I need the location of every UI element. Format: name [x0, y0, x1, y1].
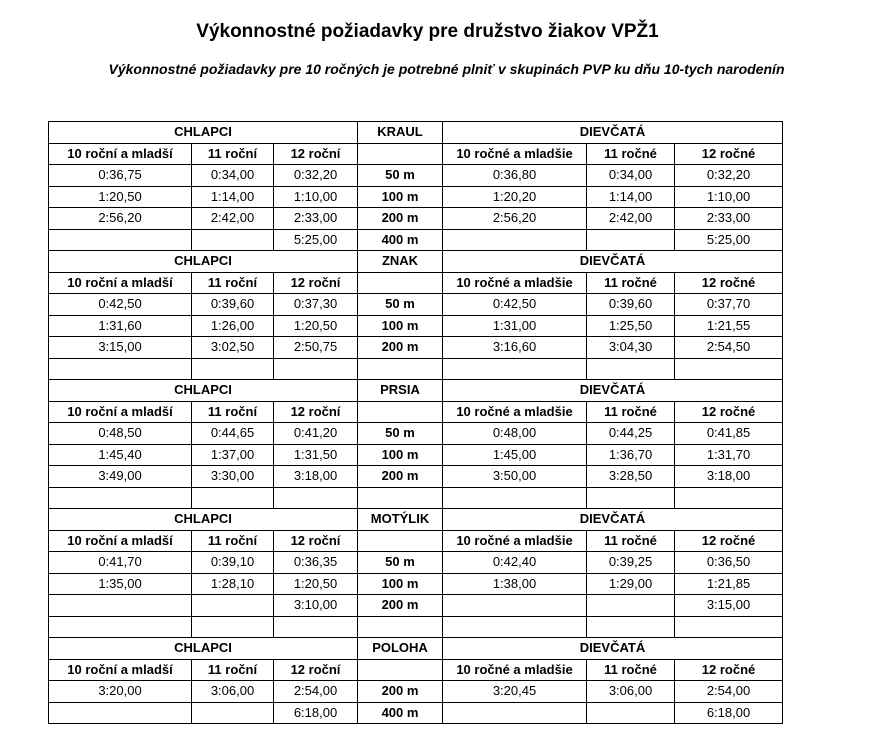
- boys-age-column-header: 12 roční: [274, 659, 358, 681]
- girls-time-cell: 0:39,25: [587, 552, 675, 574]
- boys-time-cell: 0:36,35: [274, 552, 358, 574]
- distance-cell: 400 m: [358, 229, 443, 251]
- girls-time-cell: [443, 702, 587, 724]
- boys-heading: CHLAPCI: [49, 380, 358, 402]
- distance-cell: 200 m: [358, 681, 443, 703]
- table-row: [49, 595, 783, 617]
- boys-time-cell: 6:18,00: [274, 702, 358, 724]
- boys-time-cell: 0:41,70: [49, 552, 192, 574]
- girls-time-cell: 3:20,45: [443, 681, 587, 703]
- boys-age-column-header: 11 roční: [192, 659, 274, 681]
- boys-time-cell: [49, 595, 192, 617]
- table-row: [49, 466, 783, 488]
- table-row: [49, 616, 783, 638]
- boys-time-cell: 3:06,00: [192, 681, 274, 703]
- boys-time-cell: 3:02,50: [192, 337, 274, 359]
- boys-time-cell: [49, 487, 192, 509]
- girls-age-column-header: 11 ročné: [587, 143, 675, 165]
- girls-time-cell: [675, 616, 783, 638]
- distance-cell: 200 m: [358, 466, 443, 488]
- boys-heading: CHLAPCI: [49, 251, 358, 273]
- girls-time-cell: 1:14,00: [587, 186, 675, 208]
- boys-time-cell: 2:54,00: [274, 681, 358, 703]
- boys-time-cell: 0:39,60: [192, 294, 274, 316]
- girls-time-cell: 0:37,70: [675, 294, 783, 316]
- boys-age-column-header: 10 roční a mladší: [49, 143, 192, 165]
- boys-heading: CHLAPCI: [49, 509, 358, 531]
- boys-time-cell: [49, 616, 192, 638]
- table-row: [49, 702, 783, 724]
- distance-cell: 200 m: [358, 595, 443, 617]
- girls-time-cell: 2:54,00: [675, 681, 783, 703]
- table-row: [49, 186, 783, 208]
- table-row: [49, 165, 783, 187]
- page-title: Výkonnostné požiadavky pre družstvo žiakov VPŽ1: [196, 21, 659, 42]
- girls-time-cell: 1:29,00: [587, 573, 675, 595]
- column-header-row: [49, 272, 783, 294]
- boys-time-cell: [274, 616, 358, 638]
- girls-time-cell: 0:42,40: [443, 552, 587, 574]
- girls-age-column-header: 11 ročné: [587, 659, 675, 681]
- boys-time-cell: 3:18,00: [274, 466, 358, 488]
- table-row: [49, 315, 783, 337]
- girls-age-column-header: 10 ročné a mladšie: [443, 272, 587, 294]
- boys-time-cell: [192, 595, 274, 617]
- boys-age-column-header: 10 roční a mladší: [49, 530, 192, 552]
- table-row: [49, 358, 783, 380]
- girls-age-column-header: 10 ročné a mladšie: [443, 401, 587, 423]
- boys-time-cell: [192, 616, 274, 638]
- girls-time-cell: 0:44,25: [587, 423, 675, 445]
- boys-age-column-header: 10 roční a mladší: [49, 659, 192, 681]
- boys-time-cell: 5:25,00: [274, 229, 358, 251]
- girls-time-cell: 1:25,50: [587, 315, 675, 337]
- boys-time-cell: 2:33,00: [274, 208, 358, 230]
- girls-time-cell: 1:21,85: [675, 573, 783, 595]
- girls-time-cell: [443, 229, 587, 251]
- column-header-row: [49, 530, 783, 552]
- boys-time-cell: [49, 702, 192, 724]
- girls-time-cell: [443, 487, 587, 509]
- table-row: [49, 552, 783, 574]
- girls-age-column-header: 12 ročné: [675, 530, 783, 552]
- girls-time-cell: 5:25,00: [675, 229, 783, 251]
- girls-time-cell: [675, 358, 783, 380]
- girls-time-cell: [587, 616, 675, 638]
- girls-time-cell: 1:20,20: [443, 186, 587, 208]
- girls-age-column-header: 12 ročné: [675, 659, 783, 681]
- table-row: [49, 444, 783, 466]
- boys-time-cell: 3:20,00: [49, 681, 192, 703]
- girls-time-cell: 2:42,00: [587, 208, 675, 230]
- boys-age-column-header: 12 roční: [274, 530, 358, 552]
- boys-time-cell: 1:28,10: [192, 573, 274, 595]
- boys-age-column-header: 12 roční: [274, 143, 358, 165]
- girls-time-cell: 3:04,30: [587, 337, 675, 359]
- distance-column-header: [358, 659, 443, 681]
- girls-time-cell: 3:16,60: [443, 337, 587, 359]
- girls-time-cell: 1:10,00: [675, 186, 783, 208]
- boys-age-column-header: 10 roční a mladší: [49, 401, 192, 423]
- distance-column-header: [358, 530, 443, 552]
- girls-time-cell: [443, 595, 587, 617]
- distance-cell: 50 m: [358, 423, 443, 445]
- page-subtitle: Výkonnostné požiadavky pre 10 ročných je potrebné plniť v skupinách PVP ku dňu 10-tych narodenín: [108, 61, 785, 77]
- girls-age-column-header: 11 ročné: [587, 272, 675, 294]
- girls-time-cell: 0:42,50: [443, 294, 587, 316]
- column-header-row: [49, 659, 783, 681]
- boys-time-cell: 0:44,65: [192, 423, 274, 445]
- distance-cell: 200 m: [358, 337, 443, 359]
- section-header-row: [49, 122, 783, 144]
- boys-time-cell: 1:35,00: [49, 573, 192, 595]
- boys-time-cell: 1:31,60: [49, 315, 192, 337]
- distance-cell: 50 m: [358, 552, 443, 574]
- distance-cell: 50 m: [358, 165, 443, 187]
- boys-time-cell: 0:41,20: [274, 423, 358, 445]
- stroke-heading: ZNAK: [358, 251, 443, 273]
- boys-time-cell: 2:56,20: [49, 208, 192, 230]
- girls-age-column-header: 11 ročné: [587, 401, 675, 423]
- boys-time-cell: 1:10,00: [274, 186, 358, 208]
- boys-time-cell: 1:20,50: [49, 186, 192, 208]
- boys-time-cell: 0:48,50: [49, 423, 192, 445]
- girls-time-cell: [587, 487, 675, 509]
- boys-time-cell: 1:26,00: [192, 315, 274, 337]
- distance-cell: 100 m: [358, 573, 443, 595]
- distance-column-header: [358, 401, 443, 423]
- girls-time-cell: 3:06,00: [587, 681, 675, 703]
- girls-time-cell: 0:36,80: [443, 165, 587, 187]
- boys-time-cell: 1:37,00: [192, 444, 274, 466]
- distance-column-header: [358, 143, 443, 165]
- girls-time-cell: 1:38,00: [443, 573, 587, 595]
- girls-age-column-header: 10 ročné a mladšie: [443, 659, 587, 681]
- boys-time-cell: [274, 358, 358, 380]
- girls-heading: DIEVČATÁ: [443, 380, 783, 402]
- girls-time-cell: 1:31,00: [443, 315, 587, 337]
- girls-heading: DIEVČATÁ: [443, 638, 783, 660]
- table-row: [49, 337, 783, 359]
- girls-time-cell: 3:15,00: [675, 595, 783, 617]
- table-row: [49, 294, 783, 316]
- girls-time-cell: 1:21,55: [675, 315, 783, 337]
- girls-time-cell: 0:34,00: [587, 165, 675, 187]
- boys-time-cell: 0:36,75: [49, 165, 192, 187]
- girls-time-cell: [587, 595, 675, 617]
- boys-age-column-header: 11 roční: [192, 530, 274, 552]
- boys-time-cell: 2:42,00: [192, 208, 274, 230]
- girls-time-cell: 0:48,00: [443, 423, 587, 445]
- girls-time-cell: 0:36,50: [675, 552, 783, 574]
- girls-time-cell: 2:54,50: [675, 337, 783, 359]
- distance-cell: 200 m: [358, 208, 443, 230]
- stroke-heading: POLOHA: [358, 638, 443, 660]
- boys-time-cell: 1:20,50: [274, 573, 358, 595]
- section-header-row: [49, 509, 783, 531]
- boys-time-cell: 1:45,40: [49, 444, 192, 466]
- column-header-row: [49, 401, 783, 423]
- boys-time-cell: 3:15,00: [49, 337, 192, 359]
- girls-time-cell: [587, 358, 675, 380]
- distance-cell: 50 m: [358, 294, 443, 316]
- distance-cell: 400 m: [358, 702, 443, 724]
- table-row: [49, 573, 783, 595]
- girls-age-column-header: 12 ročné: [675, 272, 783, 294]
- girls-time-cell: [443, 358, 587, 380]
- requirements-table: [48, 121, 783, 724]
- girls-time-cell: [587, 702, 675, 724]
- boys-time-cell: 1:14,00: [192, 186, 274, 208]
- boys-time-cell: 0:37,30: [274, 294, 358, 316]
- girls-heading: DIEVČATÁ: [443, 122, 783, 144]
- girls-time-cell: 0:41,85: [675, 423, 783, 445]
- boys-time-cell: [192, 358, 274, 380]
- boys-time-cell: [274, 487, 358, 509]
- girls-age-column-header: 12 ročné: [675, 401, 783, 423]
- boys-time-cell: 3:49,00: [49, 466, 192, 488]
- boys-time-cell: [192, 229, 274, 251]
- boys-time-cell: 1:31,50: [274, 444, 358, 466]
- girls-time-cell: 3:50,00: [443, 466, 587, 488]
- distance-cell: 100 m: [358, 315, 443, 337]
- section-header-row: [49, 380, 783, 402]
- girls-age-column-header: 10 ročné a mladšie: [443, 143, 587, 165]
- table-row: [49, 229, 783, 251]
- distance-column-header: [358, 272, 443, 294]
- girls-time-cell: 0:32,20: [675, 165, 783, 187]
- girls-time-cell: [675, 487, 783, 509]
- boys-heading: CHLAPCI: [49, 122, 358, 144]
- table-row: [49, 681, 783, 703]
- girls-time-cell: 1:45,00: [443, 444, 587, 466]
- boys-time-cell: 3:30,00: [192, 466, 274, 488]
- girls-time-cell: [587, 229, 675, 251]
- distance-cell: 100 m: [358, 444, 443, 466]
- boys-age-column-header: 12 roční: [274, 401, 358, 423]
- stroke-heading: PRSIA: [358, 380, 443, 402]
- girls-time-cell: 6:18,00: [675, 702, 783, 724]
- table-row: [49, 423, 783, 445]
- distance-cell: 100 m: [358, 186, 443, 208]
- boys-time-cell: [192, 702, 274, 724]
- girls-age-column-header: 12 ročné: [675, 143, 783, 165]
- boys-time-cell: 1:20,50: [274, 315, 358, 337]
- distance-cell: [358, 487, 443, 509]
- girls-time-cell: 3:28,50: [587, 466, 675, 488]
- boys-time-cell: 0:39,10: [192, 552, 274, 574]
- table-row: [49, 487, 783, 509]
- boys-age-column-header: 10 roční a mladší: [49, 272, 192, 294]
- girls-time-cell: [443, 616, 587, 638]
- boys-time-cell: 0:32,20: [274, 165, 358, 187]
- girls-time-cell: 1:31,70: [675, 444, 783, 466]
- girls-heading: DIEVČATÁ: [443, 251, 783, 273]
- girls-age-column-header: 11 ročné: [587, 530, 675, 552]
- boys-time-cell: 0:42,50: [49, 294, 192, 316]
- stroke-heading: MOTÝLIK: [358, 509, 443, 531]
- girls-time-cell: 1:36,70: [587, 444, 675, 466]
- section-header-row: [49, 251, 783, 273]
- table-row: [49, 208, 783, 230]
- boys-age-column-header: 11 roční: [192, 143, 274, 165]
- boys-age-column-header: 11 roční: [192, 401, 274, 423]
- girls-time-cell: 3:18,00: [675, 466, 783, 488]
- boys-age-column-header: 12 roční: [274, 272, 358, 294]
- boys-time-cell: [49, 358, 192, 380]
- girls-time-cell: 0:39,60: [587, 294, 675, 316]
- girls-time-cell: 2:33,00: [675, 208, 783, 230]
- boys-heading: CHLAPCI: [49, 638, 358, 660]
- boys-time-cell: 3:10,00: [274, 595, 358, 617]
- girls-time-cell: 2:56,20: [443, 208, 587, 230]
- boys-time-cell: [192, 487, 274, 509]
- boys-time-cell: 2:50,75: [274, 337, 358, 359]
- girls-age-column-header: 10 ročné a mladšie: [443, 530, 587, 552]
- section-header-row: [49, 638, 783, 660]
- girls-heading: DIEVČATÁ: [443, 509, 783, 531]
- column-header-row: [49, 143, 783, 165]
- stroke-heading: KRAUL: [358, 122, 443, 144]
- distance-cell: [358, 616, 443, 638]
- boys-age-column-header: 11 roční: [192, 272, 274, 294]
- boys-time-cell: 0:34,00: [192, 165, 274, 187]
- distance-cell: [358, 358, 443, 380]
- boys-time-cell: [49, 229, 192, 251]
